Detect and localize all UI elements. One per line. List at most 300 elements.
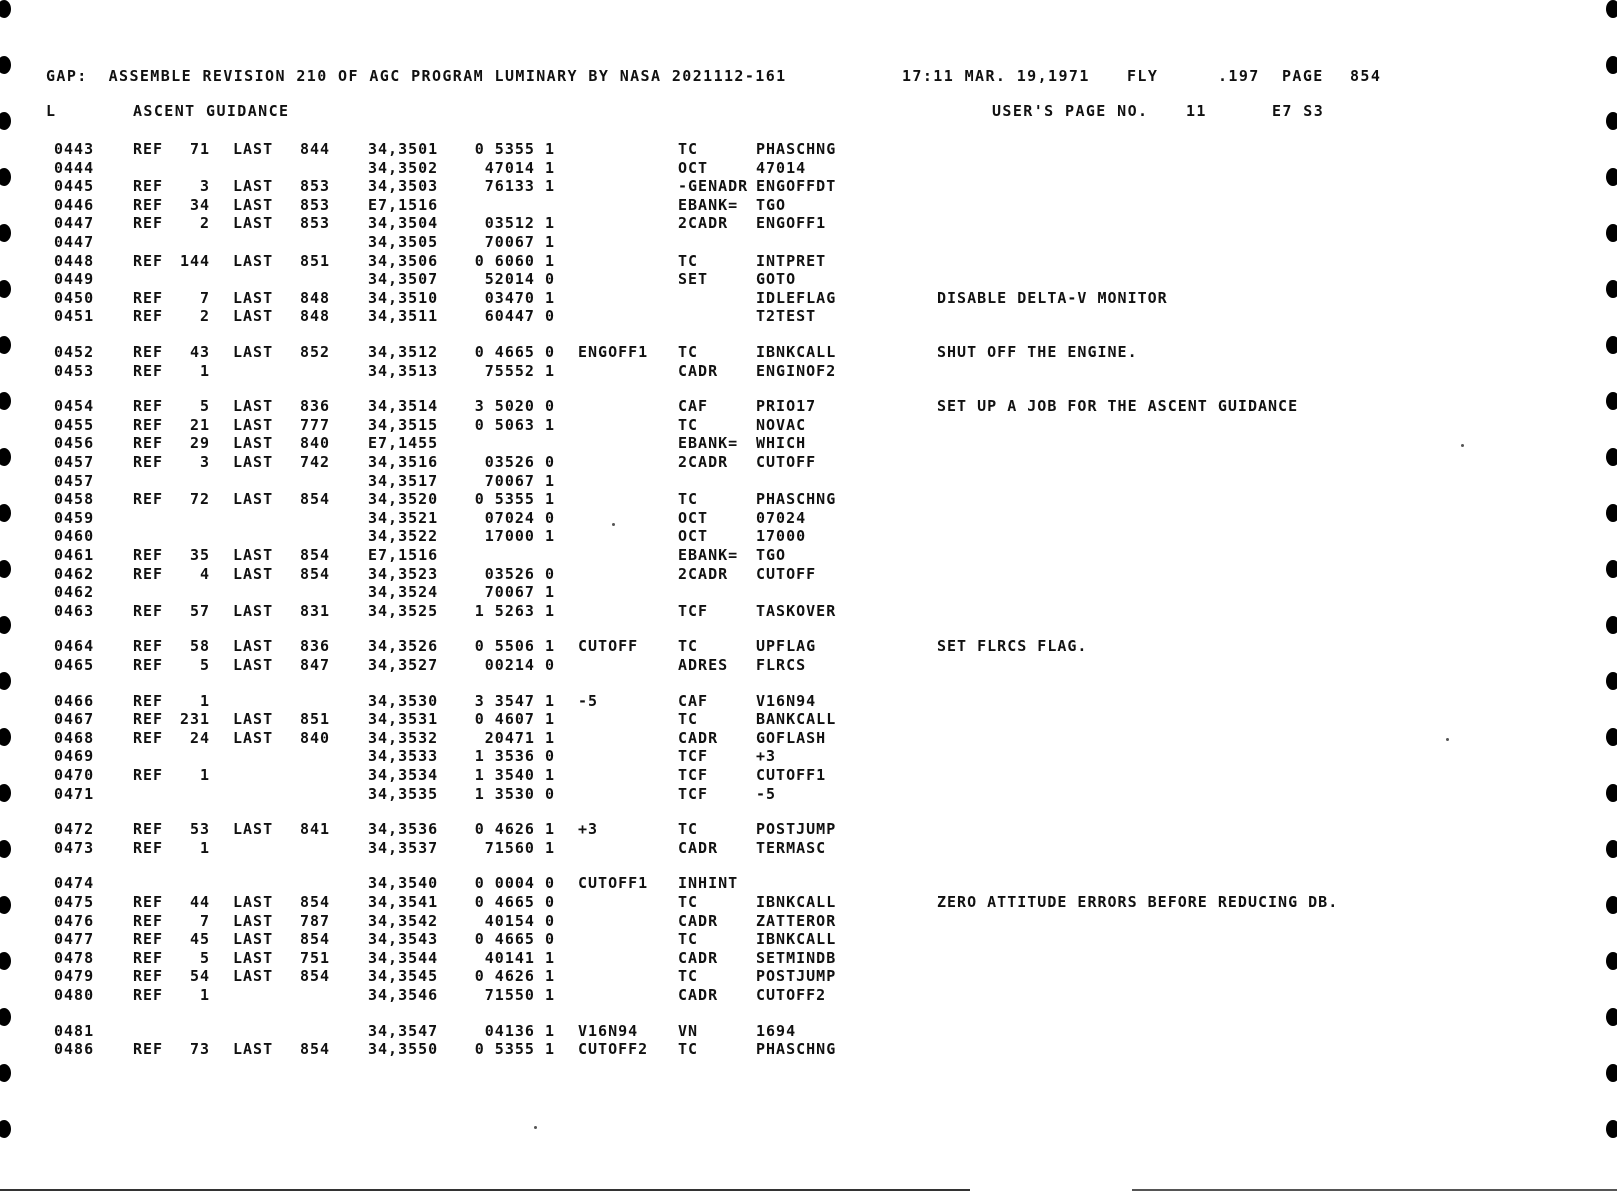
listing-line bbox=[0, 893, 1617, 911]
opcode: TC bbox=[678, 1040, 699, 1059]
ref-keyword: REF bbox=[133, 546, 164, 564]
ref-count: 45 bbox=[189, 930, 210, 949]
last-page: 840 bbox=[300, 434, 331, 453]
opcode: INHINT bbox=[678, 874, 739, 893]
octal-word: 03512 1 bbox=[484, 214, 555, 233]
address: 34,3521 bbox=[368, 508, 439, 527]
listing-line bbox=[0, 453, 1617, 471]
address: E7,1455 bbox=[368, 434, 439, 453]
ref-count: 72 bbox=[189, 490, 210, 509]
operand: PHASCHNG bbox=[756, 1040, 837, 1059]
listing-line bbox=[0, 490, 1617, 508]
line-number: 0486 bbox=[54, 1040, 95, 1059]
opcode: OCT bbox=[678, 508, 709, 527]
operand: 1694 bbox=[756, 1021, 797, 1040]
operand: FLRCS bbox=[756, 656, 807, 674]
ref-keyword: REF bbox=[133, 453, 164, 471]
line-number: 0462 bbox=[54, 583, 95, 602]
ref-count: 44 bbox=[189, 893, 210, 911]
operand: ENGINOF2 bbox=[756, 361, 837, 380]
address: 34,3546 bbox=[368, 986, 439, 1004]
last-keyword: LAST bbox=[233, 397, 274, 416]
ref-keyword: REF bbox=[133, 1040, 164, 1059]
ref-keyword: REF bbox=[133, 307, 164, 326]
ref-count: 7 bbox=[199, 288, 210, 307]
last-page: 854 bbox=[300, 564, 331, 583]
line-number: 0469 bbox=[54, 747, 95, 766]
ref-keyword: REF bbox=[133, 434, 164, 453]
ref-count: 3 bbox=[199, 453, 210, 471]
line-number: 0443 bbox=[54, 140, 95, 158]
feed-hole bbox=[0, 1064, 11, 1082]
last-page: 751 bbox=[300, 948, 331, 967]
last-keyword: LAST bbox=[233, 251, 274, 270]
line-number: 0449 bbox=[54, 270, 95, 289]
opcode: CADR bbox=[678, 361, 719, 380]
last-keyword: LAST bbox=[233, 343, 274, 361]
page-label: PAGE bbox=[1282, 67, 1324, 85]
speck bbox=[534, 1126, 537, 1129]
users-page-label: USER'S PAGE NO. bbox=[992, 102, 1149, 120]
line-number: 0480 bbox=[54, 986, 95, 1004]
opcode: TCF bbox=[678, 747, 709, 766]
listing-line bbox=[0, 930, 1617, 948]
opcode: TCF bbox=[678, 784, 709, 803]
octal-word: 0 5063 1 bbox=[474, 415, 555, 434]
label: CUTOFF1 bbox=[578, 874, 649, 893]
listing-line bbox=[0, 1022, 1617, 1040]
address: 34,3513 bbox=[368, 361, 439, 380]
line-number: 0447 bbox=[54, 214, 95, 233]
ref-count: 58 bbox=[189, 637, 210, 656]
octal-word: 1 3540 1 bbox=[474, 766, 555, 784]
octal-word: 76133 1 bbox=[484, 177, 555, 196]
last-keyword: LAST bbox=[233, 637, 274, 656]
octal-word: 40154 0 bbox=[484, 911, 555, 930]
last-keyword: LAST bbox=[233, 656, 274, 674]
line-number: 0450 bbox=[54, 288, 95, 307]
line-number: 0471 bbox=[54, 784, 95, 803]
line-number: 0463 bbox=[54, 601, 95, 620]
line-number: 0475 bbox=[54, 893, 95, 911]
operand: V16N94 bbox=[756, 691, 817, 710]
line-number: 0472 bbox=[54, 820, 95, 839]
opcode: TC bbox=[678, 710, 699, 729]
ref-count: 2 bbox=[199, 307, 210, 326]
address: 34,3536 bbox=[368, 820, 439, 839]
listing-line bbox=[0, 252, 1617, 270]
listing-line bbox=[0, 602, 1617, 620]
ref-keyword: REF bbox=[133, 601, 164, 620]
last-keyword: LAST bbox=[233, 930, 274, 949]
address: 34,3501 bbox=[368, 140, 439, 158]
line-number: 0476 bbox=[54, 911, 95, 930]
ref-keyword: REF bbox=[133, 251, 164, 270]
timestamp: 17:11 MAR. 19,1971 bbox=[902, 67, 1090, 85]
octal-word: 17000 1 bbox=[484, 527, 555, 546]
address: 34,3535 bbox=[368, 784, 439, 803]
ref-keyword: REF bbox=[133, 397, 164, 416]
last-page: 854 bbox=[300, 1040, 331, 1059]
listing-line bbox=[0, 1040, 1617, 1058]
listing-line bbox=[0, 729, 1617, 747]
octal-word: 40141 1 bbox=[484, 948, 555, 967]
feed-hole bbox=[0, 672, 11, 690]
listing-line bbox=[0, 177, 1617, 195]
address: 34,3541 bbox=[368, 893, 439, 911]
ref-count: 53 bbox=[189, 820, 210, 839]
address: 34,3525 bbox=[368, 601, 439, 620]
operand: TASKOVER bbox=[756, 601, 837, 620]
operand: ZATTEROR bbox=[756, 911, 837, 930]
section-title: ASCENT GUIDANCE bbox=[133, 102, 290, 120]
ref-keyword: REF bbox=[133, 930, 164, 949]
feed-hole bbox=[1606, 56, 1617, 74]
octal-word: 03526 0 bbox=[484, 564, 555, 583]
last-keyword: LAST bbox=[233, 434, 274, 453]
ref-keyword: REF bbox=[133, 838, 164, 857]
operand: IBNKCALL bbox=[756, 893, 837, 911]
listing-line bbox=[0, 839, 1617, 857]
last-keyword: LAST bbox=[233, 893, 274, 911]
ref-count: 1 bbox=[199, 838, 210, 857]
operand: NOVAC bbox=[756, 415, 807, 434]
ref-keyword: REF bbox=[133, 214, 164, 233]
users-page-number: 11 bbox=[1186, 102, 1207, 120]
operand: WHICH bbox=[756, 434, 807, 453]
feed-hole bbox=[1606, 672, 1617, 690]
last-page: 854 bbox=[300, 930, 331, 949]
listing-line bbox=[0, 986, 1617, 1004]
ref-count: 5 bbox=[199, 397, 210, 416]
octal-word: 03526 0 bbox=[484, 453, 555, 471]
listing-line bbox=[0, 196, 1617, 214]
opcode: CADR bbox=[678, 948, 719, 967]
ref-count: 34 bbox=[189, 195, 210, 214]
ref-keyword: REF bbox=[133, 691, 164, 710]
label: +3 bbox=[578, 820, 599, 839]
operand: GOTO bbox=[756, 270, 797, 289]
line-number: 0453 bbox=[54, 361, 95, 380]
last-page: 787 bbox=[300, 911, 331, 930]
last-keyword: LAST bbox=[233, 601, 274, 620]
feed-hole bbox=[1606, 0, 1617, 18]
listing-line bbox=[0, 289, 1617, 307]
octal-word: 0 4626 1 bbox=[474, 820, 555, 839]
line-number: 0446 bbox=[54, 195, 95, 214]
opcode: EBANK= bbox=[678, 434, 739, 453]
ref-keyword: REF bbox=[133, 490, 164, 509]
ref-count: 57 bbox=[189, 601, 210, 620]
ref-keyword: REF bbox=[133, 637, 164, 656]
last-keyword: LAST bbox=[233, 967, 274, 986]
address: 34,3550 bbox=[368, 1040, 439, 1059]
comment: SET UP A JOB FOR THE ASCENT GUIDANCE bbox=[937, 397, 1299, 416]
ref-count: 43 bbox=[189, 343, 210, 361]
ref-count: 4 bbox=[199, 564, 210, 583]
last-page: 853 bbox=[300, 214, 331, 233]
address: E7,1516 bbox=[368, 195, 439, 214]
octal-word: 00214 0 bbox=[484, 656, 555, 674]
line-number: 0464 bbox=[54, 637, 95, 656]
ref-count: 1 bbox=[199, 361, 210, 380]
listing-line bbox=[0, 747, 1617, 765]
operand: INTPRET bbox=[756, 251, 827, 270]
last-page: 853 bbox=[300, 195, 331, 214]
address: 34,3544 bbox=[368, 948, 439, 967]
octal-word: 0 4607 1 bbox=[474, 710, 555, 729]
operand: 17000 bbox=[756, 527, 807, 546]
last-keyword: LAST bbox=[233, 177, 274, 196]
line-number: 0455 bbox=[54, 415, 95, 434]
address: 34,3514 bbox=[368, 397, 439, 416]
opcode: EBANK= bbox=[678, 195, 739, 214]
listing-line bbox=[0, 565, 1617, 583]
address: 34,3522 bbox=[368, 527, 439, 546]
operand: PRIO17 bbox=[756, 397, 817, 416]
ref-count: 73 bbox=[189, 1040, 210, 1059]
operand: IDLEFLAG bbox=[756, 288, 837, 307]
opcode: VN bbox=[678, 1021, 699, 1040]
ref-count: 29 bbox=[189, 434, 210, 453]
line-number: 0461 bbox=[54, 546, 95, 564]
octal-word: 47014 1 bbox=[484, 158, 555, 177]
address: 34,3530 bbox=[368, 691, 439, 710]
operand: CUTOFF1 bbox=[756, 766, 827, 784]
address: 34,3527 bbox=[368, 656, 439, 674]
last-page: 854 bbox=[300, 967, 331, 986]
octal-word: 0 4665 0 bbox=[474, 893, 555, 911]
opcode: TC bbox=[678, 490, 699, 509]
line-number: 0481 bbox=[54, 1021, 95, 1040]
octal-word: 0 5355 1 bbox=[474, 490, 555, 509]
last-keyword: LAST bbox=[233, 140, 274, 158]
listing-line bbox=[0, 967, 1617, 985]
operand: SETMINDB bbox=[756, 948, 837, 967]
last-page: 853 bbox=[300, 177, 331, 196]
ref-keyword: REF bbox=[133, 564, 164, 583]
paper-edge bbox=[0, 1189, 1617, 1191]
last-page: 848 bbox=[300, 307, 331, 326]
operand: 47014 bbox=[756, 158, 807, 177]
ref-count: 5 bbox=[199, 948, 210, 967]
line-number: 0451 bbox=[54, 307, 95, 326]
opcode: 2CADR bbox=[678, 214, 729, 233]
opcode: TC bbox=[678, 930, 699, 949]
listing-line bbox=[0, 509, 1617, 527]
octal-word: 3 3547 1 bbox=[474, 691, 555, 710]
opcode: CADR bbox=[678, 728, 719, 747]
operand: 07024 bbox=[756, 508, 807, 527]
listing-line bbox=[0, 874, 1617, 892]
ref-count: 71 bbox=[189, 140, 210, 158]
listing-line bbox=[0, 710, 1617, 728]
feed-hole bbox=[0, 56, 11, 74]
feed-hole bbox=[0, 112, 11, 130]
octal-word: 70067 1 bbox=[484, 233, 555, 251]
listing-line bbox=[0, 637, 1617, 655]
listing-line bbox=[0, 912, 1617, 930]
listing-line bbox=[0, 362, 1617, 380]
octal-word: 20471 1 bbox=[484, 728, 555, 747]
address: 34,3532 bbox=[368, 728, 439, 747]
line-number: 0468 bbox=[54, 728, 95, 747]
listing-line bbox=[0, 140, 1617, 158]
opcode: TC bbox=[678, 820, 699, 839]
listing-line bbox=[0, 546, 1617, 564]
ref-keyword: REF bbox=[133, 948, 164, 967]
label: V16N94 bbox=[578, 1021, 639, 1040]
opcode: -GENADR bbox=[678, 177, 749, 196]
line-number: 0479 bbox=[54, 967, 95, 986]
opcode: TC bbox=[678, 415, 699, 434]
operand: -5 bbox=[756, 784, 777, 803]
label: -5 bbox=[578, 691, 599, 710]
last-keyword: LAST bbox=[233, 307, 274, 326]
address: 34,3540 bbox=[368, 874, 439, 893]
ref-count: 24 bbox=[189, 728, 210, 747]
operand: CUTOFF bbox=[756, 564, 817, 583]
address: 34,3512 bbox=[368, 343, 439, 361]
operand: IBNKCALL bbox=[756, 930, 837, 949]
octal-word: 70067 1 bbox=[484, 471, 555, 490]
last-page: 742 bbox=[300, 453, 331, 471]
address: 34,3523 bbox=[368, 564, 439, 583]
code: .197 bbox=[1218, 67, 1260, 85]
ref-count: 54 bbox=[189, 967, 210, 986]
line-number: 0457 bbox=[54, 471, 95, 490]
opcode: OCT bbox=[678, 158, 709, 177]
line-number: 0447 bbox=[54, 233, 95, 251]
address: 34,3534 bbox=[368, 766, 439, 784]
last-page: 848 bbox=[300, 288, 331, 307]
line-number: 0474 bbox=[54, 874, 95, 893]
line-number: 0445 bbox=[54, 177, 95, 196]
octal-word: 60447 0 bbox=[484, 307, 555, 326]
line-number: 0473 bbox=[54, 838, 95, 857]
address: 34,3542 bbox=[368, 911, 439, 930]
line-number: 0460 bbox=[54, 527, 95, 546]
ref-keyword: REF bbox=[133, 986, 164, 1004]
operand: BANKCALL bbox=[756, 710, 837, 729]
operand: ENGOFF1 bbox=[756, 214, 827, 233]
last-page: 852 bbox=[300, 343, 331, 361]
octal-word: 71550 1 bbox=[484, 986, 555, 1004]
operand: IBNKCALL bbox=[756, 343, 837, 361]
octal-word: 0 4665 0 bbox=[474, 343, 555, 361]
ref-keyword: REF bbox=[133, 820, 164, 839]
feed-hole bbox=[1606, 112, 1617, 130]
operand: +3 bbox=[756, 747, 777, 766]
opcode: 2CADR bbox=[678, 564, 729, 583]
operand: UPFLAG bbox=[756, 637, 817, 656]
listing-line bbox=[0, 583, 1617, 601]
octal-word: 07024 0 bbox=[484, 508, 555, 527]
ref-keyword: REF bbox=[133, 728, 164, 747]
operand: POSTJUMP bbox=[756, 967, 837, 986]
opcode: CADR bbox=[678, 911, 719, 930]
feed-hole bbox=[0, 1120, 11, 1138]
last-page: 854 bbox=[300, 893, 331, 911]
address: 34,3505 bbox=[368, 233, 439, 251]
octal-word: 0 5506 1 bbox=[474, 637, 555, 656]
last-keyword: LAST bbox=[233, 911, 274, 930]
octal-word: 1 3530 0 bbox=[474, 784, 555, 803]
last-page: 841 bbox=[300, 820, 331, 839]
ref-keyword: REF bbox=[133, 893, 164, 911]
octal-word: 1 3536 0 bbox=[474, 747, 555, 766]
last-page: 854 bbox=[300, 546, 331, 564]
ref-keyword: REF bbox=[133, 710, 164, 729]
comment: SET FLRCS FLAG. bbox=[937, 637, 1088, 656]
last-keyword: LAST bbox=[233, 728, 274, 747]
opcode: TC bbox=[678, 251, 699, 270]
line-number: 0457 bbox=[54, 453, 95, 471]
listing-line bbox=[0, 343, 1617, 361]
address: 34,3531 bbox=[368, 710, 439, 729]
line-number: 0456 bbox=[54, 434, 95, 453]
opcode: TC bbox=[678, 967, 699, 986]
octal-word: 71560 1 bbox=[484, 838, 555, 857]
listing-line bbox=[0, 270, 1617, 288]
address: 34,3524 bbox=[368, 583, 439, 602]
octal-word: 0 6060 1 bbox=[474, 251, 555, 270]
operand: T2TEST bbox=[756, 307, 817, 326]
listing-line bbox=[0, 214, 1617, 232]
line-number: 0448 bbox=[54, 251, 95, 270]
listing-line bbox=[0, 159, 1617, 177]
address: 34,3510 bbox=[368, 288, 439, 307]
ref-keyword: REF bbox=[133, 766, 164, 784]
assembly-title: GAP: ASSEMBLE REVISION 210 OF AGC PROGRAM LUMINARY BY NASA 2021112-161 bbox=[46, 67, 787, 85]
last-page: 831 bbox=[300, 601, 331, 620]
speck bbox=[1461, 444, 1464, 447]
opcode: TC bbox=[678, 893, 699, 911]
ref-keyword: REF bbox=[133, 140, 164, 158]
ref-keyword: REF bbox=[133, 177, 164, 196]
ref-count: 35 bbox=[189, 546, 210, 564]
last-page: 847 bbox=[300, 656, 331, 674]
listing-line bbox=[0, 416, 1617, 434]
comment: DISABLE DELTA-V MONITOR bbox=[937, 288, 1168, 307]
listing-line bbox=[0, 820, 1617, 838]
last-keyword: LAST bbox=[233, 490, 274, 509]
listing-line bbox=[0, 434, 1617, 452]
feed-hole bbox=[0, 0, 11, 18]
opcode: TCF bbox=[678, 766, 709, 784]
listing-line bbox=[0, 397, 1617, 415]
octal-word: 70067 1 bbox=[484, 583, 555, 602]
address: 34,3547 bbox=[368, 1021, 439, 1040]
ref-keyword: REF bbox=[133, 911, 164, 930]
operand: PHASCHNG bbox=[756, 490, 837, 509]
listing-line bbox=[0, 949, 1617, 967]
address: 34,3517 bbox=[368, 471, 439, 490]
octal-word: 0 4626 1 bbox=[474, 967, 555, 986]
listing-line bbox=[0, 527, 1617, 545]
last-keyword: LAST bbox=[233, 820, 274, 839]
ref-count: 3 bbox=[199, 177, 210, 196]
last-keyword: LAST bbox=[233, 415, 274, 434]
opcode: TC bbox=[678, 343, 699, 361]
ref-count: 231 bbox=[180, 710, 211, 729]
ref-count: 1 bbox=[199, 986, 210, 1004]
address: 34,3537 bbox=[368, 838, 439, 857]
line-number: 0452 bbox=[54, 343, 95, 361]
listing-line bbox=[0, 656, 1617, 674]
last-keyword: LAST bbox=[233, 288, 274, 307]
address: E7,1516 bbox=[368, 546, 439, 564]
